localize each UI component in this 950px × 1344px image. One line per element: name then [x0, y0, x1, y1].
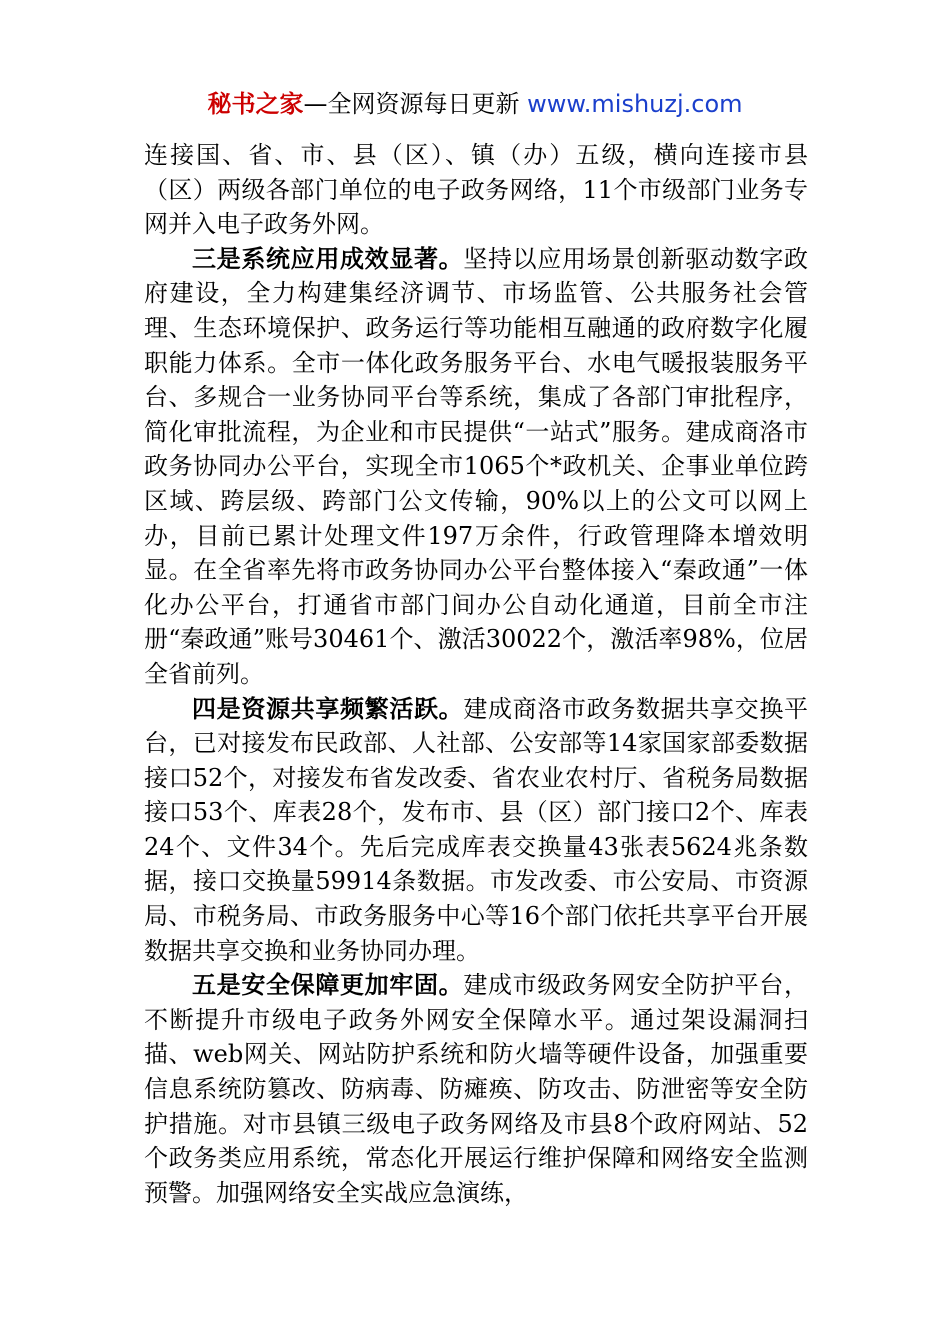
- paragraph-text: 坚持以应用场景创新驱动数字政府建设，全力构建集经济调节、市场监管、公共服务社会管理、生态环境保护、政务运行等功能相互融通的政府数字化履职能力体系。全市一体化政务服务平台、水电气暖报装服务平台、多规合一业务协同平台等系统，集成了各部门审批程序，简化审批流程，为企业和市民提供“一站式”服务。建成商洛市政务协同办公平台，实现全市1065个*政机关、企事业单位跨区域、跨层级、跨部门公文传输，90%以上的公文可以网上办，目前已累计处理文件197万余件，行政管理降本增效明显。在全省率先将市政务协同办公平台整体接入“秦政通”一体化办公平台，打通省市部门间办公自动化通道，目前全市注册“秦政通”账号30461个、激活30022个，激活率98%，位居全省前列。: [144, 244, 809, 688]
- paragraph-continuation: [144, 138, 808, 242]
- paragraph-text: 建成商洛市政务数据共享交换平台，已对接发布民政部、人社部、公安部等14家国家部委数据接口52个，对接发布省发改委、省农业农村厅、省税务局数据接口53个、库表28个，发布市、县（区）部门接口2个、库表24个、文件34个。先后完成库表交换量43张表5624兆条数据，接口交换量59914条数据。市发改委、市公安局、市资源局、市税务局、市政务服务中心等16个部门依托共享平台开展数据共享交换和业务协同办理。: [144, 694, 809, 965]
- header-url-link[interactable]: www.mishuzj.com: [527, 90, 743, 118]
- header-tagline: —全网资源每日更新: [303, 90, 528, 118]
- paragraph-text: 建成市级政务网安全防护平台，不断提升市级电子政务外网安全保障水平。通过架设漏洞扫描、web网关、网站防护系统和防火墙等硬件设备，加强重要信息系统防篡改、防病毒、防瘫痪、防攻击、防泄密等安全防护措施。对市县镇三级电子政务网络及市县8个政府网站、52个政务类应用系统，常态化开展运行维护保障和网络安全监测预警。加强网络安全实战应急演练，: [144, 971, 809, 1207]
- paragraph-system-application: [144, 242, 808, 692]
- paragraph-text: 连接国、省、市、县（区）、镇（办）五级，横向连接市县（区）两级各部门单位的电子政务网络，11个市级部门业务专网并入电子政务外网。: [144, 141, 808, 239]
- paragraph-lead: 三是系统应用成效显著。: [192, 243, 464, 273]
- paragraph-lead: 五是安全保障更加牢固。: [192, 970, 464, 1000]
- document-body: [144, 138, 808, 1210]
- paragraph-security: [144, 968, 808, 1210]
- page-header: [0, 88, 950, 120]
- paragraph-resource-sharing: [144, 692, 808, 969]
- paragraph-lead: 四是资源共享频繁活跃。: [192, 693, 464, 723]
- header-brand: 秘书之家: [207, 90, 304, 118]
